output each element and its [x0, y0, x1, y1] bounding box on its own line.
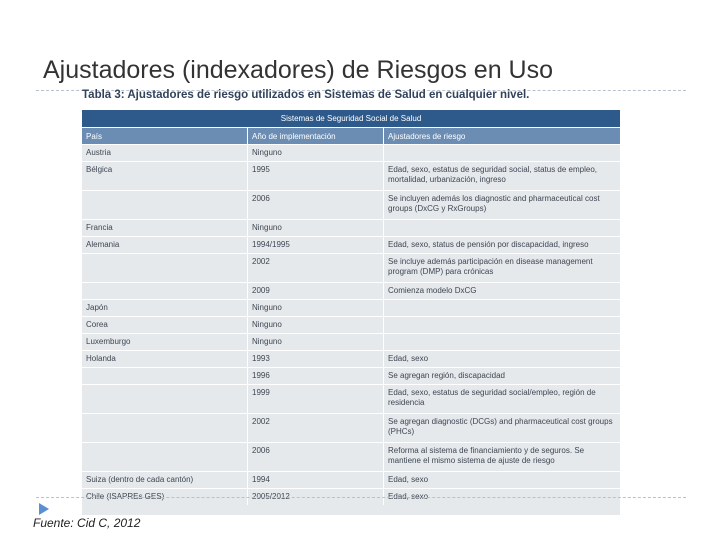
country-cell: Japón	[82, 300, 248, 316]
slide-title: Ajustadores (indexadores) de Riesgos en Uso	[43, 56, 553, 84]
year-cell: 2006	[248, 443, 384, 471]
header-year: Año de implementación	[248, 128, 384, 144]
year-cell: 1995	[248, 162, 384, 190]
year-cell: Ninguno	[248, 145, 384, 161]
table-caption: Tabla 3: Ajustadores de riesgo utilizados en Sistemas de Salud en cualquier nivel.	[82, 89, 530, 101]
table-row	[82, 299, 620, 316]
year-cell: 2002	[248, 254, 384, 282]
adjusters-cell: Edad, sexo	[388, 492, 429, 501]
year-cell: 2002	[248, 414, 384, 442]
year-cell: 1999	[248, 385, 384, 413]
adjusters-cell: Edad, sexo	[388, 354, 429, 363]
year-cell: Ninguno	[248, 334, 384, 350]
source-note: Fuente: Cid C, 2012	[33, 516, 141, 530]
adjusters-cell: Se incluye además participación en disease management program (DMP) para crónicas	[388, 257, 593, 276]
adjusters-cell: Se agregan región, discapacidad	[388, 371, 505, 380]
table-row	[82, 282, 620, 299]
table-body	[82, 144, 620, 505]
table-row	[82, 367, 620, 384]
adjusters-cell: Comienza modelo DxCG	[388, 286, 477, 295]
table-row	[82, 253, 620, 282]
country-cell: Corea	[82, 317, 248, 333]
header-adjusters: Ajustadores de riesgo	[388, 132, 466, 141]
year-cell: Ninguno	[248, 300, 384, 316]
year-cell: 1996	[248, 368, 384, 384]
year-cell: 1994	[248, 472, 384, 488]
country-cell: Holanda	[82, 351, 248, 367]
year-cell: 1994/1995	[248, 237, 384, 253]
country-cell: Chile (ISAPREs GES)	[82, 489, 248, 505]
country-cell	[82, 443, 248, 471]
country-cell: Suiza (dentro de cada cantón)	[82, 472, 248, 488]
adjusters-cell	[384, 300, 620, 316]
table-header-row	[82, 127, 620, 144]
country-cell	[82, 368, 248, 384]
adjusters-cell: Edad, sexo, estatus de seguridad social, status de empleo, mortalidad, urbanización, ingreso	[388, 165, 598, 184]
table-row	[82, 471, 620, 488]
country-cell: Luxemburgo	[82, 334, 248, 350]
country-cell	[82, 254, 248, 282]
table-row	[82, 219, 620, 236]
adjusters-cell	[384, 220, 620, 236]
country-cell	[82, 385, 248, 413]
year-cell: 2009	[248, 283, 384, 299]
country-cell	[82, 191, 248, 219]
table-row	[82, 190, 620, 219]
country-cell: Bélgica	[82, 162, 248, 190]
adjusters-cell: Edad, sexo, status de pensión por discapacidad, ingreso	[388, 240, 589, 249]
table-row	[82, 316, 620, 333]
triangle-bullet-icon	[39, 503, 49, 515]
year-cell: Ninguno	[248, 220, 384, 236]
country-cell	[82, 283, 248, 299]
header-country: País	[82, 128, 248, 144]
table-row	[82, 144, 620, 161]
table-banner: Sistemas de Seguridad Social de Salud	[82, 110, 620, 127]
risk-adjusters-table	[82, 110, 620, 515]
country-cell: Alemania	[82, 237, 248, 253]
adjusters-cell: Reforma al sistema de financiamiento y de seguros. Se mantiene el mismo sistema de ajuste de riesgo	[388, 446, 585, 465]
year-cell: 2005/2012	[248, 489, 384, 505]
table-row	[82, 333, 620, 350]
adjusters-cell: Edad, sexo	[388, 475, 429, 484]
country-cell: Francia	[82, 220, 248, 236]
year-cell: Ninguno	[248, 317, 384, 333]
table-row	[82, 384, 620, 413]
adjusters-cell	[384, 145, 620, 161]
adjusters-cell	[384, 334, 620, 350]
table-row	[82, 413, 620, 442]
year-cell: 1993	[248, 351, 384, 367]
country-cell	[82, 414, 248, 442]
table-row	[82, 236, 620, 253]
table-row	[82, 442, 620, 471]
table-row	[82, 350, 620, 367]
country-cell: Austria	[82, 145, 248, 161]
adjusters-cell: Se agregan diagnostic (DCGs) and pharmaceutical cost groups (PHCs)	[388, 417, 613, 436]
adjusters-cell: Edad, sexo, estatus de seguridad social/empleo, región de residencia	[388, 388, 596, 407]
adjusters-cell	[384, 317, 620, 333]
table-row	[82, 161, 620, 190]
adjusters-cell: Se incluyen además los diagnostic and pharmaceutical cost groups (DxCG y RxGroups)	[388, 194, 600, 213]
year-cell: 2006	[248, 191, 384, 219]
footer-divider	[36, 497, 686, 498]
